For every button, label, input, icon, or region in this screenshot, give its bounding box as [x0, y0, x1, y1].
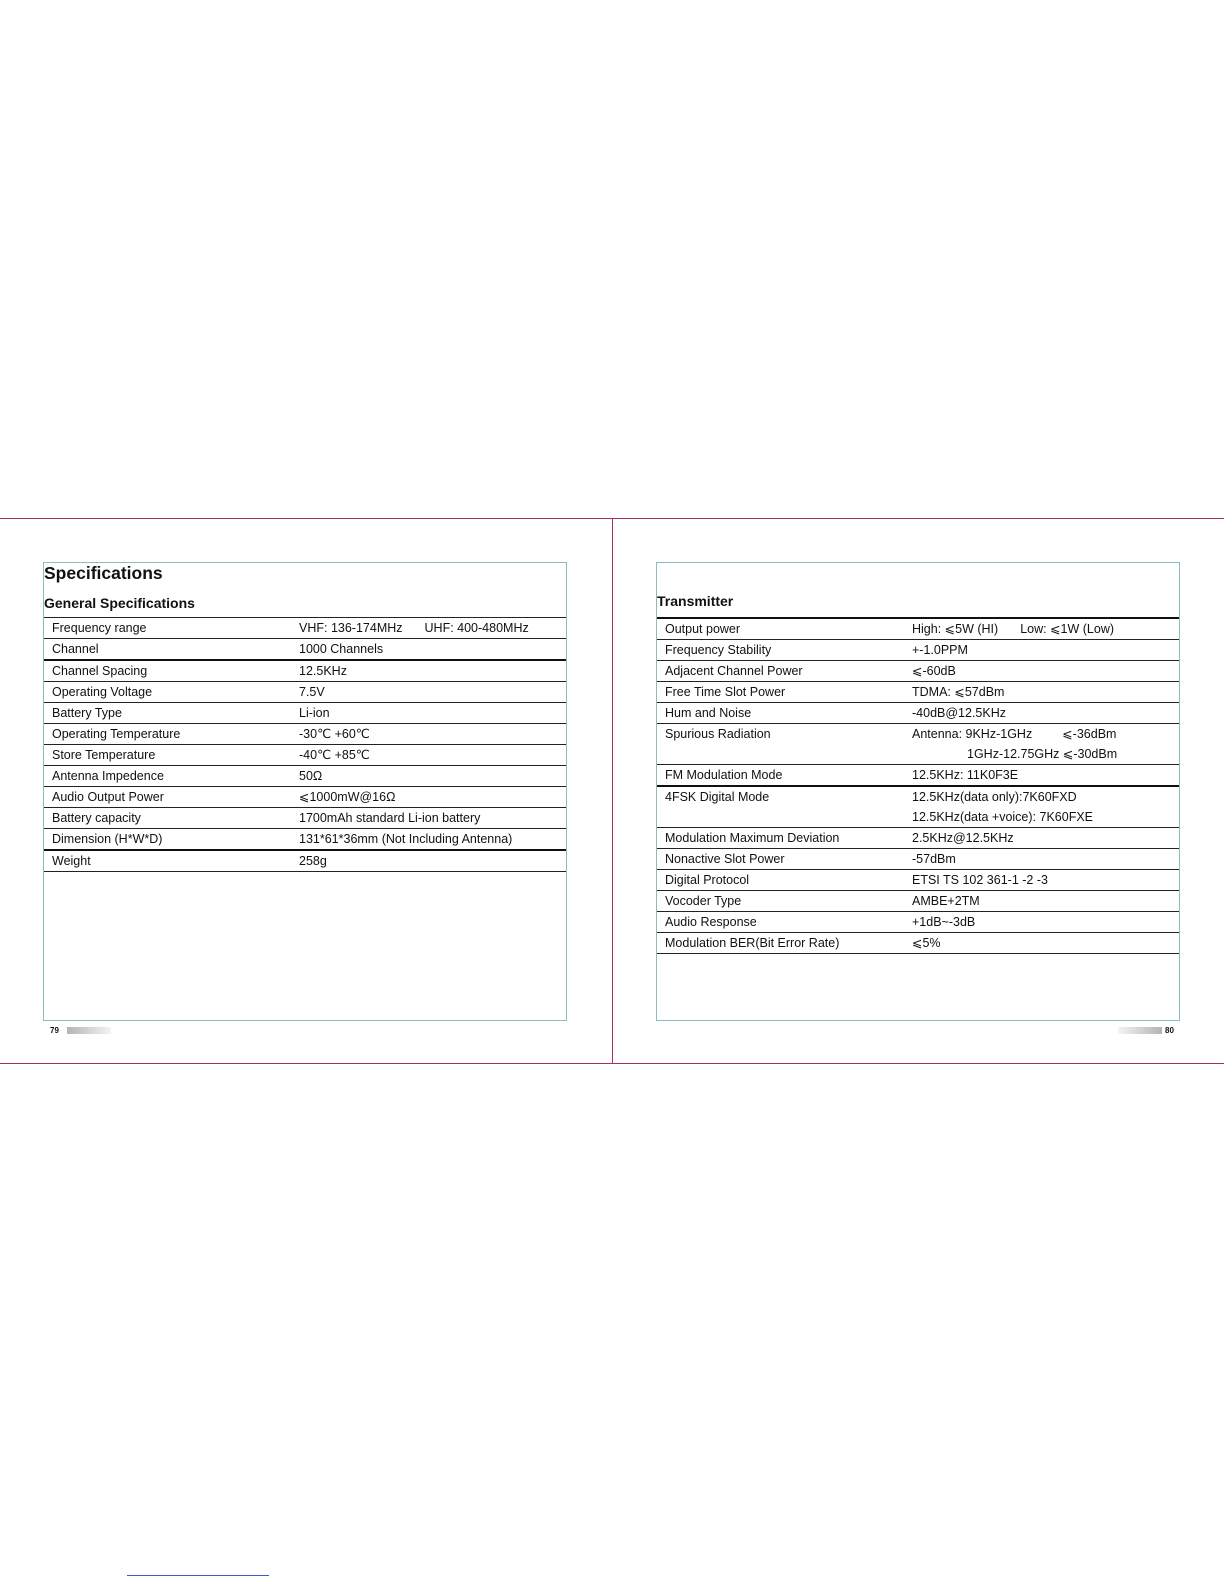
table-row: [44, 724, 566, 745]
table-row: [44, 787, 566, 808]
spec-value: 12.5KHz: 11K0F3E: [904, 765, 1179, 787]
table-row: [657, 703, 1179, 724]
section-title-transmitter: Transmitter: [657, 593, 734, 609]
table-row: [657, 849, 1179, 870]
spec-value: -40dB@12.5KHz: [904, 703, 1179, 724]
spec-label: Modulation BER(Bit Error Rate): [657, 933, 904, 954]
table-row: [44, 745, 566, 766]
bottom-underline: [127, 1575, 269, 1576]
spec-label: Modulation Maximum Deviation: [657, 828, 904, 849]
spec-value: 2.5KHz@12.5KHz: [904, 828, 1179, 849]
section-title-general: General Specifications: [44, 595, 195, 611]
spec-value: -30℃ +60℃: [291, 724, 566, 745]
spec-value: 1700mAh standard Li-ion battery: [291, 808, 566, 829]
table-row: [657, 786, 1179, 828]
spec-value: Antenna: 9KHz-1GHz ⩽-36dBm 1GHz-12.75GHz ⩽-30dBm: [904, 724, 1179, 765]
table-row: [44, 766, 566, 787]
page-bottom-rule: [0, 1063, 1224, 1064]
spec-label: Channel: [44, 639, 291, 661]
spec-value: ⩽-60dB: [904, 661, 1179, 682]
left-page-number: 79: [50, 1026, 59, 1035]
spec-label: Weight: [44, 850, 291, 872]
table-row: [657, 682, 1179, 703]
table-row: [44, 618, 566, 639]
spec-label: FM Modulation Mode: [657, 765, 904, 787]
spec-label: Hum and Noise: [657, 703, 904, 724]
spec-label: Frequency range: [44, 618, 291, 639]
spec-value: 12.5KHz(data only):7K60FXD 12.5KHz(data +voice): 7K60FXE: [904, 786, 1179, 828]
spec-value: 1000 Channels: [291, 639, 566, 661]
table-row: [44, 808, 566, 829]
spec-label: Channel Spacing: [44, 660, 291, 682]
spec-label: Audio Output Power: [44, 787, 291, 808]
spec-value: ⩽5%: [904, 933, 1179, 954]
table-row: [657, 933, 1179, 954]
table-row: [657, 618, 1179, 640]
spec-value: 12.5KHz: [291, 660, 566, 682]
spec-label: Free Time Slot Power: [657, 682, 904, 703]
page-title: Specifications: [44, 563, 163, 583]
left-page: [43, 562, 567, 1021]
spec-value: High: ⩽5W (HI) Low: ⩽1W (Low): [904, 618, 1179, 640]
table-row: [44, 703, 566, 724]
general-spec-table: [44, 617, 566, 872]
spec-value: 258g: [291, 850, 566, 872]
table-row: [657, 912, 1179, 933]
spec-label: Operating Voltage: [44, 682, 291, 703]
spec-value: 50Ω: [291, 766, 566, 787]
table-row: [44, 850, 566, 872]
spread-center-rule: [612, 518, 613, 1063]
spec-label: Battery capacity: [44, 808, 291, 829]
spec-label: Vocoder Type: [657, 891, 904, 912]
spec-value: 7.5V: [291, 682, 566, 703]
spec-value: VHF: 136-174MHz UHF: 400-480MHz: [291, 618, 566, 639]
spec-value: ETSI TS 102 361-1 -2 -3: [904, 870, 1179, 891]
table-row: [657, 661, 1179, 682]
spec-label: Digital Protocol: [657, 870, 904, 891]
spec-value: -57dBm: [904, 849, 1179, 870]
table-row: [657, 828, 1179, 849]
table-row: [657, 891, 1179, 912]
spec-value: +1dB~-3dB: [904, 912, 1179, 933]
spec-value: 131*61*36mm (Not Including Antenna): [291, 829, 566, 851]
spec-label: Audio Response: [657, 912, 904, 933]
spec-value: ⩽1000mW@16Ω: [291, 787, 566, 808]
spec-value: TDMA: ⩽57dBm: [904, 682, 1179, 703]
table-row: [657, 765, 1179, 787]
spec-value: -40℃ +85℃: [291, 745, 566, 766]
table-row: [44, 682, 566, 703]
spec-label: Antenna Impedence: [44, 766, 291, 787]
left-folio-bar: [67, 1027, 111, 1034]
spec-label: Operating Temperature: [44, 724, 291, 745]
table-row: [44, 639, 566, 661]
right-folio-bar: [1118, 1027, 1162, 1034]
spec-label: Adjacent Channel Power: [657, 661, 904, 682]
spec-label: Frequency Stability: [657, 640, 904, 661]
table-row: [44, 660, 566, 682]
right-page-number: 80: [1165, 1026, 1174, 1035]
spec-label: Output power: [657, 618, 904, 640]
transmitter-spec-table: [657, 617, 1179, 954]
spec-label: Nonactive Slot Power: [657, 849, 904, 870]
spec-value: +-1.0PPM: [904, 640, 1179, 661]
table-row: [44, 829, 566, 851]
table-row: [657, 724, 1179, 765]
spec-label: Store Temperature: [44, 745, 291, 766]
spec-label: Battery Type: [44, 703, 291, 724]
spec-label: Spurious Radiation: [657, 724, 904, 765]
right-page: [656, 562, 1180, 1021]
spec-label: Dimension (H*W*D): [44, 829, 291, 851]
table-row: [657, 870, 1179, 891]
table-row: [657, 640, 1179, 661]
spec-value: AMBE+2TM: [904, 891, 1179, 912]
spec-value: Li-ion: [291, 703, 566, 724]
spec-label: 4FSK Digital Mode: [657, 786, 904, 828]
